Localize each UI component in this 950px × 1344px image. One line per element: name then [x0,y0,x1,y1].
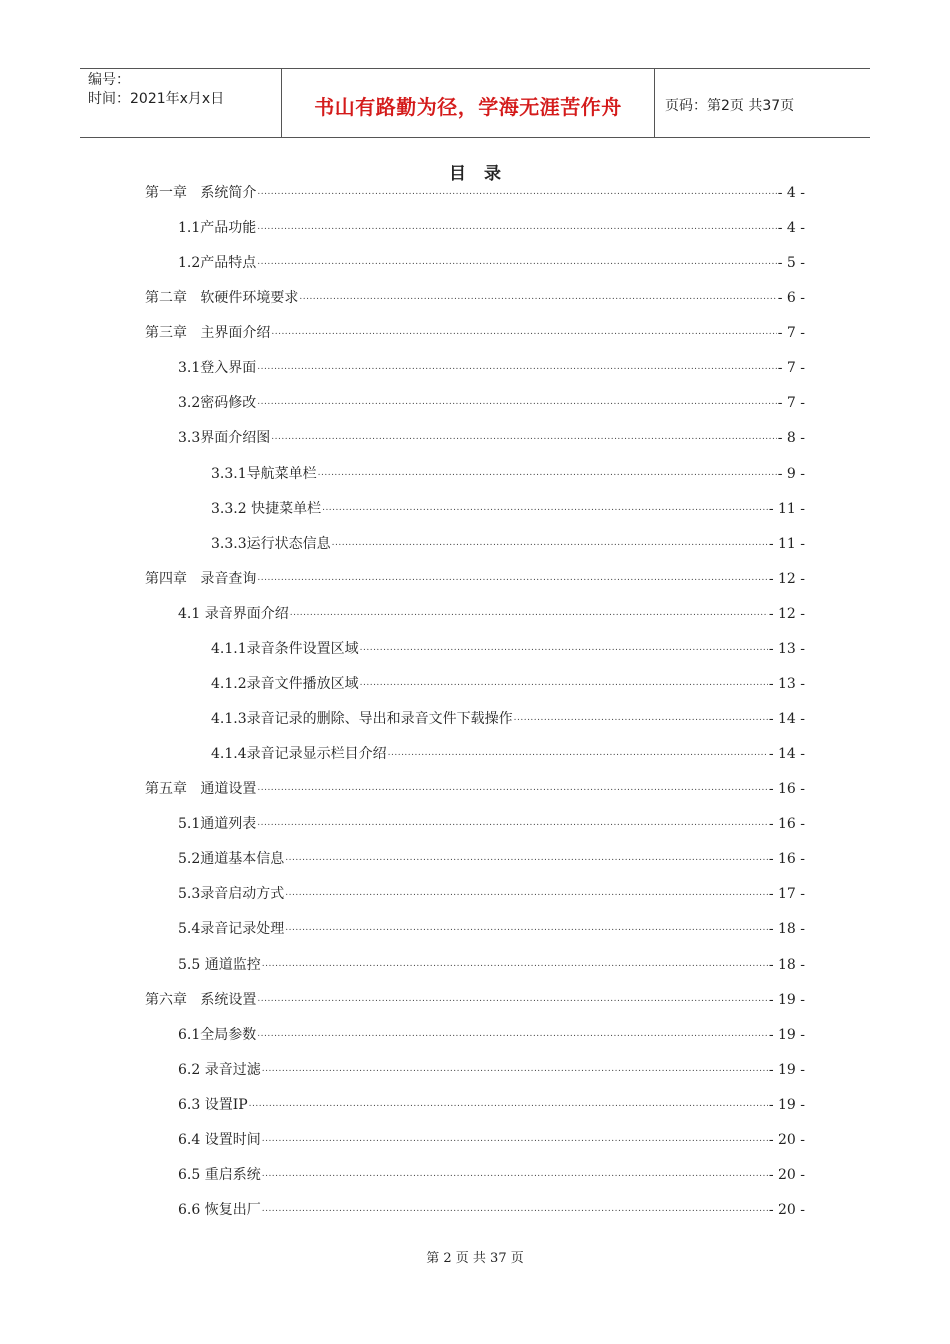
toc-entry[interactable] [145,779,805,799]
toc-entry-page: - 7 - [777,395,805,412]
toc-dot-leader [257,1027,768,1041]
toc-entry-label: 第二章 软硬件环境要求 [145,290,299,307]
toc-dot-leader [290,606,768,620]
toc-entry-label: 4.1 录音界面介绍 [178,605,289,622]
toc-entry-label: 5.1通道列表 [178,816,257,833]
toc-entry-page: - 11 - [768,500,805,517]
toc-entry-label: 6.5 重启系统 [178,1166,261,1183]
toc-entry-page: - 14 - [768,711,805,728]
toc-entry-page: - 14 - [768,746,805,763]
toc-entry-page: - 16 - [768,816,805,833]
toc-entry-label: 第四章 录音查询 [145,570,257,587]
toc-entry-page: - 7 - [777,360,805,377]
toc-entry-label: 6.1全局参数 [178,1026,257,1043]
toc-entry[interactable] [178,955,805,975]
toc-dot-leader [262,957,768,971]
toc-dot-leader [285,921,768,935]
toc-dot-leader [388,746,768,760]
toc-entry-label: 4.1.3录音记录的删除、导出和录音文件下载操作 [211,711,513,728]
toc-entry-page: - 20 - [768,1131,805,1148]
toc-dot-leader [285,851,768,865]
toc-entry-label: 4.1.1录音条件设置区域 [211,640,359,657]
toc-entry-page: - 18 - [768,921,805,938]
toc-entry[interactable] [178,884,805,904]
toc-entry[interactable] [178,1025,805,1045]
toc-entry[interactable] [178,393,805,413]
toc-entry[interactable] [178,428,805,448]
toc-dot-leader [285,886,768,900]
toc-entry-label: 第六章 系统设置 [145,991,257,1008]
toc-entry[interactable] [145,323,805,343]
toc-entry[interactable] [178,1060,805,1080]
toc-dot-leader [257,571,767,585]
toc-entry[interactable] [145,183,805,203]
toc-entry-page: - 9 - [777,465,805,482]
header-motto: 书山有路勤为径，学海无涯苦作舟 [282,69,655,137]
header-number-label: 编号： [88,72,130,88]
toc-entry-label: 3.3.1导航菜单栏 [211,465,317,482]
toc-dot-leader [262,1132,768,1146]
toc-entry-page: - 4 - [777,185,805,201]
toc-entry-page: - 13 - [768,640,805,657]
toc-dot-leader [318,466,777,480]
toc-title: 目录 [449,164,519,184]
toc-entry-label: 3.3.3运行状态信息 [211,535,331,552]
toc-entry[interactable] [178,1095,805,1115]
toc-dot-leader [257,220,776,234]
toc-entry[interactable] [178,919,805,939]
toc-entry-label: 3.3.2 快捷菜单栏 [211,500,322,517]
toc-entry-page: - 19 - [768,1026,805,1043]
toc-entry[interactable] [211,464,805,484]
toc-entry[interactable] [211,499,805,519]
toc-dot-leader [299,290,776,304]
toc-entry-page: - 13 - [768,675,805,692]
toc-dot-leader [360,641,768,655]
toc-entry-page: - 20 - [768,1166,805,1183]
toc-entry-page: - 19 - [768,991,805,1008]
toc-entry[interactable] [178,253,805,273]
toc-entry-label: 3.2密码修改 [178,395,257,412]
toc-dot-leader [257,360,776,374]
toc-dot-leader [257,185,776,199]
toc-entry-page: - 12 - [768,570,805,587]
toc-entry-page: - 12 - [768,605,805,622]
toc-entry[interactable] [145,990,805,1010]
toc-dot-leader [257,395,776,409]
toc-entry-label: 第一章 系统简介 [145,185,257,201]
toc-entry-page: - 5 - [777,255,805,272]
toc-entry-label: 3.1登入界面 [178,360,257,377]
header-left-cell [80,69,282,137]
toc-entry[interactable] [145,569,805,589]
toc-entry-page: - 16 - [768,851,805,868]
toc-entry[interactable] [178,218,805,238]
toc-entry-page: - 11 - [768,535,805,552]
toc-entry-label: 5.2通道基本信息 [178,851,285,868]
toc-dot-leader [271,325,776,339]
toc-entry-page: - 4 - [777,220,805,237]
toc-dot-leader [360,676,768,690]
toc-entry-label: 6.4 设置时间 [178,1131,261,1148]
toc-dot-leader [257,255,776,269]
toc-entry-label: 4.1.2录音文件播放区域 [211,675,359,692]
toc-dot-leader [271,430,776,444]
toc-dot-leader [262,1062,768,1076]
toc-entry-page: - 19 - [768,1096,805,1113]
header-time-label: 时间：2021年x月x日 [88,91,225,107]
toc-entry-page: - 6 - [777,290,805,307]
toc-entry-label: 6.2 录音过滤 [178,1061,261,1078]
toc-dot-leader [322,501,768,515]
toc-entry-label: 5.3录音启动方式 [178,886,285,903]
toc-entry-page: - 18 - [768,956,805,973]
toc-entry[interactable] [178,604,805,624]
toc-entry-label: 5.4录音记录处理 [178,921,285,938]
toc-entry[interactable] [211,534,805,554]
toc-entry-label: 6.3 设置IP [178,1096,248,1113]
toc-entry-label: 4.1.4录音记录显示栏目介绍 [211,746,387,763]
toc-entry-page: - 16 - [768,781,805,798]
toc-dot-leader [262,1167,768,1181]
toc-entry[interactable] [178,1165,805,1185]
toc-entry[interactable] [211,674,805,694]
toc-dot-leader [262,1202,768,1216]
toc-entry-label: 1.2产品特点 [178,255,257,272]
toc-entry-page: - 19 - [768,1061,805,1078]
header-page-info: 页码：第2页 共37页 [665,98,795,114]
toc-entry[interactable] [178,849,805,869]
toc-entry[interactable] [211,709,805,729]
page-footer: 第 2 页 共 37 页 [426,1251,524,1266]
toc-entry-page: - 20 - [768,1202,805,1219]
toc-dot-leader [257,992,767,1006]
toc-entry[interactable] [178,814,805,834]
toc-entry[interactable] [178,1130,805,1150]
toc-entry-label: 1.1产品功能 [178,220,257,237]
toc-entry-page: - 7 - [777,325,805,342]
toc-dot-leader [257,781,767,795]
toc-entry-label: 第三章 主界面介绍 [145,325,271,342]
toc-entry[interactable] [145,288,805,308]
toc-entry-label: 3.3界面介绍图 [178,430,271,447]
toc-entry[interactable] [178,358,805,378]
toc-dot-leader [249,1097,768,1111]
toc-entry-label: 5.5 通道监控 [178,956,261,973]
toc-dot-leader [332,536,768,550]
toc-entry-label: 第五章 通道设置 [145,781,257,798]
toc-entry-page: - 17 - [768,886,805,903]
toc-entry[interactable] [178,1200,805,1220]
toc-dot-leader [514,711,768,725]
toc-entry-label: 6.6 恢复出厂 [178,1202,261,1219]
toc-entry[interactable] [211,639,805,659]
toc-dot-leader [257,816,768,830]
toc-entry-page: - 8 - [777,430,805,447]
page-header [80,68,870,138]
toc-entry[interactable] [211,744,805,764]
